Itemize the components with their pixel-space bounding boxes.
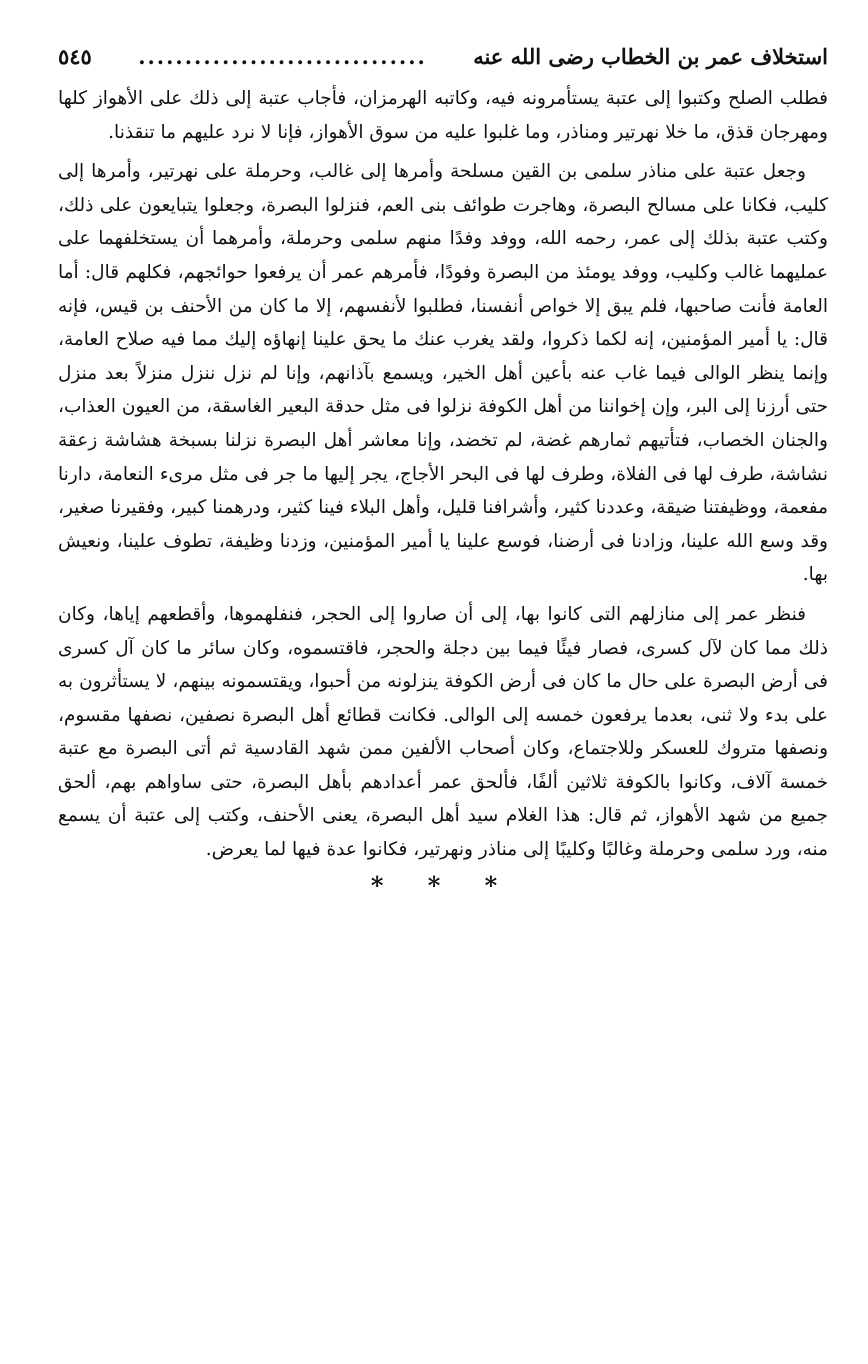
book-page xyxy=(58,44,828,1324)
paragraph-3: فنظر عمر إلى منازلهم التى كانوا بها، إلى أن صاروا إلى الحجر، فنفلهموها، وأقطعهم إياها، وكان ذلك مما كان لآل كسرى، فصار فيئًا فيما بين دجلة والحجر، فاقتسموه، وكان سائر ما كان آل كسرى فى أرض البصرة على حال ما كان فى أرض الكوفة ينزلونه من أحبوا، ويقتسمونه بينهم، لا يستأثرون به على بدء ولا ثنى، بعدما يرفعون خمسه إلى الوالى. فكانت قطائع أهل البصرة نصفين، نصفها مقسوم، ونصفها متروك للعسكر وللاجتماع، وكان أصحاب الألفين ممن شهد القادسية ثم أتى البصرة مع عتبة خمسة آلاف، وكانوا بالكوفة ثلاثين ألفًا، فألحق عمر أعدادهم بأهل البصرة، حتى ساواهم بهم، ألحق جميع من شهد الأهواز، ثم قال: هذا الغلام سيد أهل البصرة، يعنى الأحنف، وكتب إلى عتبة أن يسمع منه، ورد سلمى وحرملة وغالبًا وكليبًا إلى مناذر ونهرتير، فكانوا عدة فيها لما يعرض. xyxy=(58,603,828,861)
paragraph-2: وجعل عتبة على مناذر سلمى بن القين مسلحة وأمرها إلى غالب، وحرملة على نهرتير، وأمرها إلى كليب، فكانا على مسالح البصرة، وهاجرت طوائف بنى العم، فنزلوا البصرة، وجعلوا يتبايعون على ذلك، وكتب عتبة بذلك إلى عمر، رحمه الله، ووفد وفدًا منهم سلمى وحرملة، وأمرهما أن يستخلفهما على عمليهما غالب وكليب، ووفد يومئذ من البصرة وفودًا، فأمرهم عمر أن يرفعوا حوائجهم، فكلهم قال: أما العامة فأنت صاحبها، فلم يبق إلا خواص أنفسنا، فطلبوا لأنفسهم، إلا ما كان من الأحنف بن قيس، فإنه قال: يا أمير المؤمنين، إنه لكما ذكروا، ولقد يغرب عنك ما يحق علينا إنهاؤه إليك مما فيه صلاح العامة، وإنما ينظر الوالى فيما غاب عنه بأعين أهل الخير، ويسمع بآذانهم، وإنا لم نزل ننزل منزلاً بعد منزل حتى أرزنا إلى البر، وإن إخواننا من أهل الكوفة نزلوا فى مثل حدقة البعير الغاسقة، من العيون العذاب، والجنان الخصاب، فتأتيهم ثمارهم غضة، لم تخضد، وإنا معاشر أهل البصرة نزلنا بسبخة هشاشة زعقة نشاشة، طرف لها فى الفلاة، وطرف لها فى البحر الأجاج، يجر إليها ما جر فى مثل مرىء النعامة، دارنا مفعمة، ووظيفتنا ضيقة، وعددنا كثير، وأشرافنا قليل، وأهل البلاء فينا كثير، ودرهمنا كبير، وفقيرنا صغير، وقد وسع الله علينا، وزادنا فى أرضنا، فوسع علينا يا أمير المؤمنين، وزدنا وظيفة، تطوف علينا، ونعيش بها. xyxy=(58,161,829,586)
paragraph-1: فطلب الصلح وكتبوا إلى عتبة يستأمرونه فيه، وكاتبه الهرمزان، فأجاب عتبة إلى ذلك على الأهواز كلها ومهرجان قذق، ما خلا نهرتير ومناذر، وما غلبوا عليه من سوق الأهواز، فإنا لا نرد عليهم ما تنقذنا. xyxy=(58,88,828,143)
page-number: ٥٤٥ xyxy=(58,44,92,69)
leader-dots: ............................... xyxy=(138,44,427,69)
section-separator-stars: * * * xyxy=(370,870,516,900)
running-header xyxy=(58,44,828,82)
chapter-title: استخلاف عمر بن الخطاب رضى الله عنه xyxy=(473,44,828,69)
